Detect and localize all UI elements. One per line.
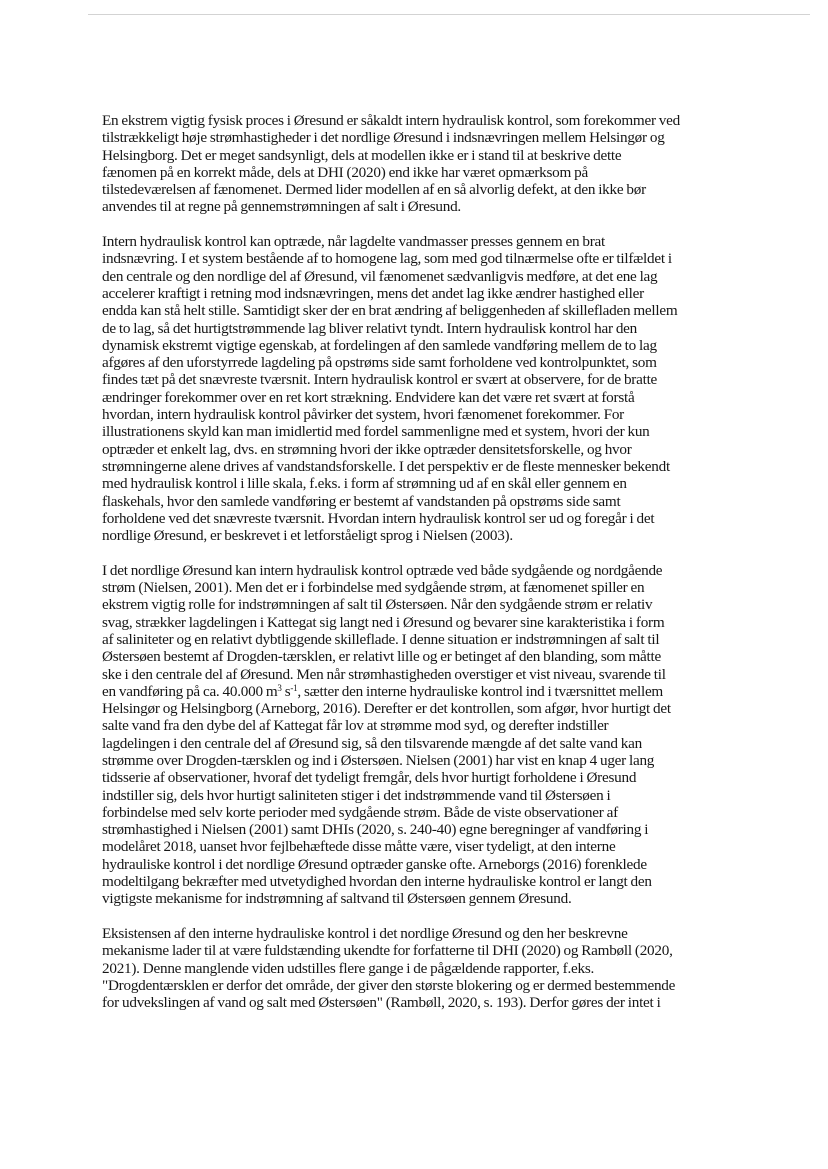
text-line: ekstrem vigtig rolle for indstrømningen af salt til Østersøen. Når den sydgående strøm er relativ bbox=[102, 596, 653, 614]
text-line: nordlige Øresund, er beskrevet i et letforståeligt sprog i Nielsen (2003). bbox=[102, 527, 513, 545]
text-line: ændringer forekommer over en ret kort strækning. Endvidere kan det være ret svært at forstå bbox=[102, 388, 635, 406]
text-line: afgøres af den uforstyrrede lagdeling på opstrøms side samt forholdene ved kontrolpunktet, som bbox=[102, 354, 657, 372]
text-line: "Drogdentærsklen er derfor det område, der giver den største blokering og er dermed bestemmende bbox=[102, 976, 676, 994]
text-line: tilstedeværelsen af fænomenet. Dermed lider modellen af en så alvorlig defekt, at den ikke bør bbox=[102, 181, 646, 199]
text-line: den centrale og den nordlige del af Øresund, vil fænomenet sædvanligvis medføre, at det ene lag bbox=[102, 267, 658, 285]
paragraph bbox=[102, 925, 750, 1011]
text-line: Intern hydraulisk kontrol kan optræde, når lagdelte vandmasser presses gennem en brat bbox=[102, 233, 605, 251]
text-line: flaskehals, hvor den samlede vandføring er bestemt af vandstanden på opstrøms side samt bbox=[102, 492, 621, 510]
text-line: ske i den centrale del af Øresund. Men når strømhastigheden overstiger et vist niveau, svarende til bbox=[102, 665, 666, 683]
text-line: hydrauliske kontrol i det nordlige Øresund optræder ganske ofte. Arneborgs (2016) forenklede bbox=[102, 855, 647, 873]
text-line: svag, strækker lagdelingen i Kattegat sig langt ned i Øresund og bevarer sine karakteristika i form bbox=[102, 613, 665, 631]
text-line: modeltilgang bekræfter med utvetydighed hvordan den interne hydrauliske kontrol er langt den bbox=[102, 873, 652, 891]
text-line: mekanisme lader til at være fuldstænding ukendte for forfatterne til DHI (2020) og Rambøll (2020, bbox=[102, 942, 673, 960]
text-line: dynamisk ekstremt vigtige egenskab, at fordelingen af den samlede vandføring mellem de to lag bbox=[102, 336, 657, 354]
text-line: En ekstrem vigtig fysisk proces i Øresund er såkaldt intern hydraulisk kontrol, som forekommer ved bbox=[102, 112, 680, 129]
text-line: optræder et enkelt lag, dvs. en strømning hvori der ikke optræder densitetsforskelle, og hvor bbox=[102, 440, 632, 458]
text-line: Østersøen bestemt af Drogden-tærsklen, er relativt lille og er betinget af den blanding, som måtte bbox=[102, 648, 661, 666]
text-line: de to lag, så det hurtigtstrømmende lag bliver relativt tyndt. Intern hydraulisk kontrol har den bbox=[102, 319, 638, 337]
paragraph bbox=[102, 562, 750, 908]
document-body bbox=[102, 112, 750, 1011]
paragraph bbox=[102, 233, 750, 544]
text-line: strømhastighed i Nielsen (2001) samt DHIs (2020, s. 240-40) egne beregninger af vandføring i bbox=[102, 821, 649, 839]
text-line: strømningerne alene drives af vandstandsforskelle. I det perspektiv er de fleste mennesker bekendt bbox=[102, 457, 670, 475]
text-line: lagdelingen i den centrale del af Øresund sig, så den tilsvarende mængde af det salte vand kan bbox=[102, 734, 642, 752]
paragraph bbox=[102, 112, 750, 216]
unit-exponent: 3 bbox=[277, 682, 282, 693]
text-line: tidsserie af observationer, hvoraf det tydeligt fremgår, dels hvor hurtigt forholdene i Øresund bbox=[102, 769, 637, 787]
text-line: Helsingborg. Det er meget sandsynligt, dels at modellen ikke er i stand til at beskrive dette bbox=[102, 146, 622, 164]
text-segment: , sætter den interne hydrauliske kontrol ind i tværsnittet mellem bbox=[297, 682, 663, 700]
text-line: tilstrækkeligt høje strømhastigheder i det nordlige Øresund i indsnævringen mellem Helsingør og bbox=[102, 129, 665, 147]
text-line: Helsingør og Helsingborg (Arneborg, 2016). Derefter er det kontrollen, som afgør, hvor hurtigt det bbox=[102, 700, 671, 718]
text-line: I det nordlige Øresund kan intern hydraulisk kontrol optræde ved både sydgående og nordgående bbox=[102, 561, 663, 579]
text-line: forholdene ved det snævreste tværsnit. Hvordan intern hydraulisk kontrol ser ud og foregår i det bbox=[102, 509, 655, 527]
text-line: findes tæt på det snævreste tværsnit. Intern hydraulisk kontrol er svært at observere, for de bratte bbox=[102, 371, 658, 389]
text-line: 2021). Denne manglende viden udstilles flere gange i de pågældende rapporter, f.eks. bbox=[102, 959, 595, 977]
text-line: hvordan, intern hydraulisk kontrol påvirker det system, hvori fænomenet forekommer. For bbox=[102, 406, 624, 424]
text-line: illustrationens skyld kan man imidlertid med fordel sammenligne med et system, hvori der kun bbox=[102, 423, 650, 441]
text-line: strømme over Drogden-tærsklen og ind i Østersøen. Nielsen (2001) har vist en knap 4 uger lang bbox=[102, 751, 655, 769]
text-line: Eksistensen af den interne hydrauliske kontrol i det nordlige Øresund og den her beskrevne bbox=[102, 924, 628, 942]
text-line: vigtigste mekanisme for indstrømning af saltvand til Østersøen gennem Øresund. bbox=[102, 890, 572, 908]
scan-edge-line bbox=[88, 14, 810, 15]
text-segment: s bbox=[281, 682, 291, 700]
text-line: indstiller sig, dels hvor hurtigt saliniteten stiger i det indstrømmende vand til Østersøen i bbox=[102, 786, 611, 804]
text-line: salte vand fra den dybe del af Kattegat får lov at strømme mod syd, og derefter indstiller bbox=[102, 717, 609, 735]
text-line: modelåret 2018, uanset hvor fejlbehæftede disse måtte være, viser tydeligt, at den interne bbox=[102, 838, 616, 856]
text-line: fænomen på en korrekt måde, dels at DHI (2020) end ikke har været opmærksom på bbox=[102, 163, 588, 181]
text-line: strøm (Nielsen, 2001). Men det er i forbindelse med sydgående strøm, at fænomenet spiller en bbox=[102, 579, 645, 597]
text-line: indsnævring. I et system bestående af to homogene lag, som med god tilnærmelse ofte er tilfældet i bbox=[102, 250, 672, 268]
text-line: forbindelse med selv korte perioder med sydgående strøm. Både de viste observationer af bbox=[102, 803, 618, 821]
unit-exponent: -1 bbox=[290, 682, 298, 693]
text-line bbox=[102, 683, 750, 700]
text-line: accelerer kraftigt i retning mod indsnævringen, mens det andet lag ikke ændrer hastighed eller bbox=[102, 284, 644, 302]
text-line: af saliniteter og en relativt dybtliggende skilleflade. I denne situation er indstrømningen af salt til bbox=[102, 630, 660, 648]
text-segment: en vandføring på ca. 40.000 m bbox=[102, 682, 278, 700]
text-line: anvendes til at regne på gennemstrømningen af salt i Øresund. bbox=[102, 198, 461, 216]
text-line: endda kan stå helt stille. Samtidigt sker der en brat ændring af beliggenheden af skillefladen mellem bbox=[102, 302, 678, 320]
text-line: for udvekslingen af vand og salt med Østersøen" (Rambøll, 2020, s. 193). Derfor gøres der intet i bbox=[102, 994, 661, 1012]
text-line: med hydraulisk kontrol i lille skala, f.eks. i form af strømning ud af en skål eller gennem en bbox=[102, 475, 627, 493]
